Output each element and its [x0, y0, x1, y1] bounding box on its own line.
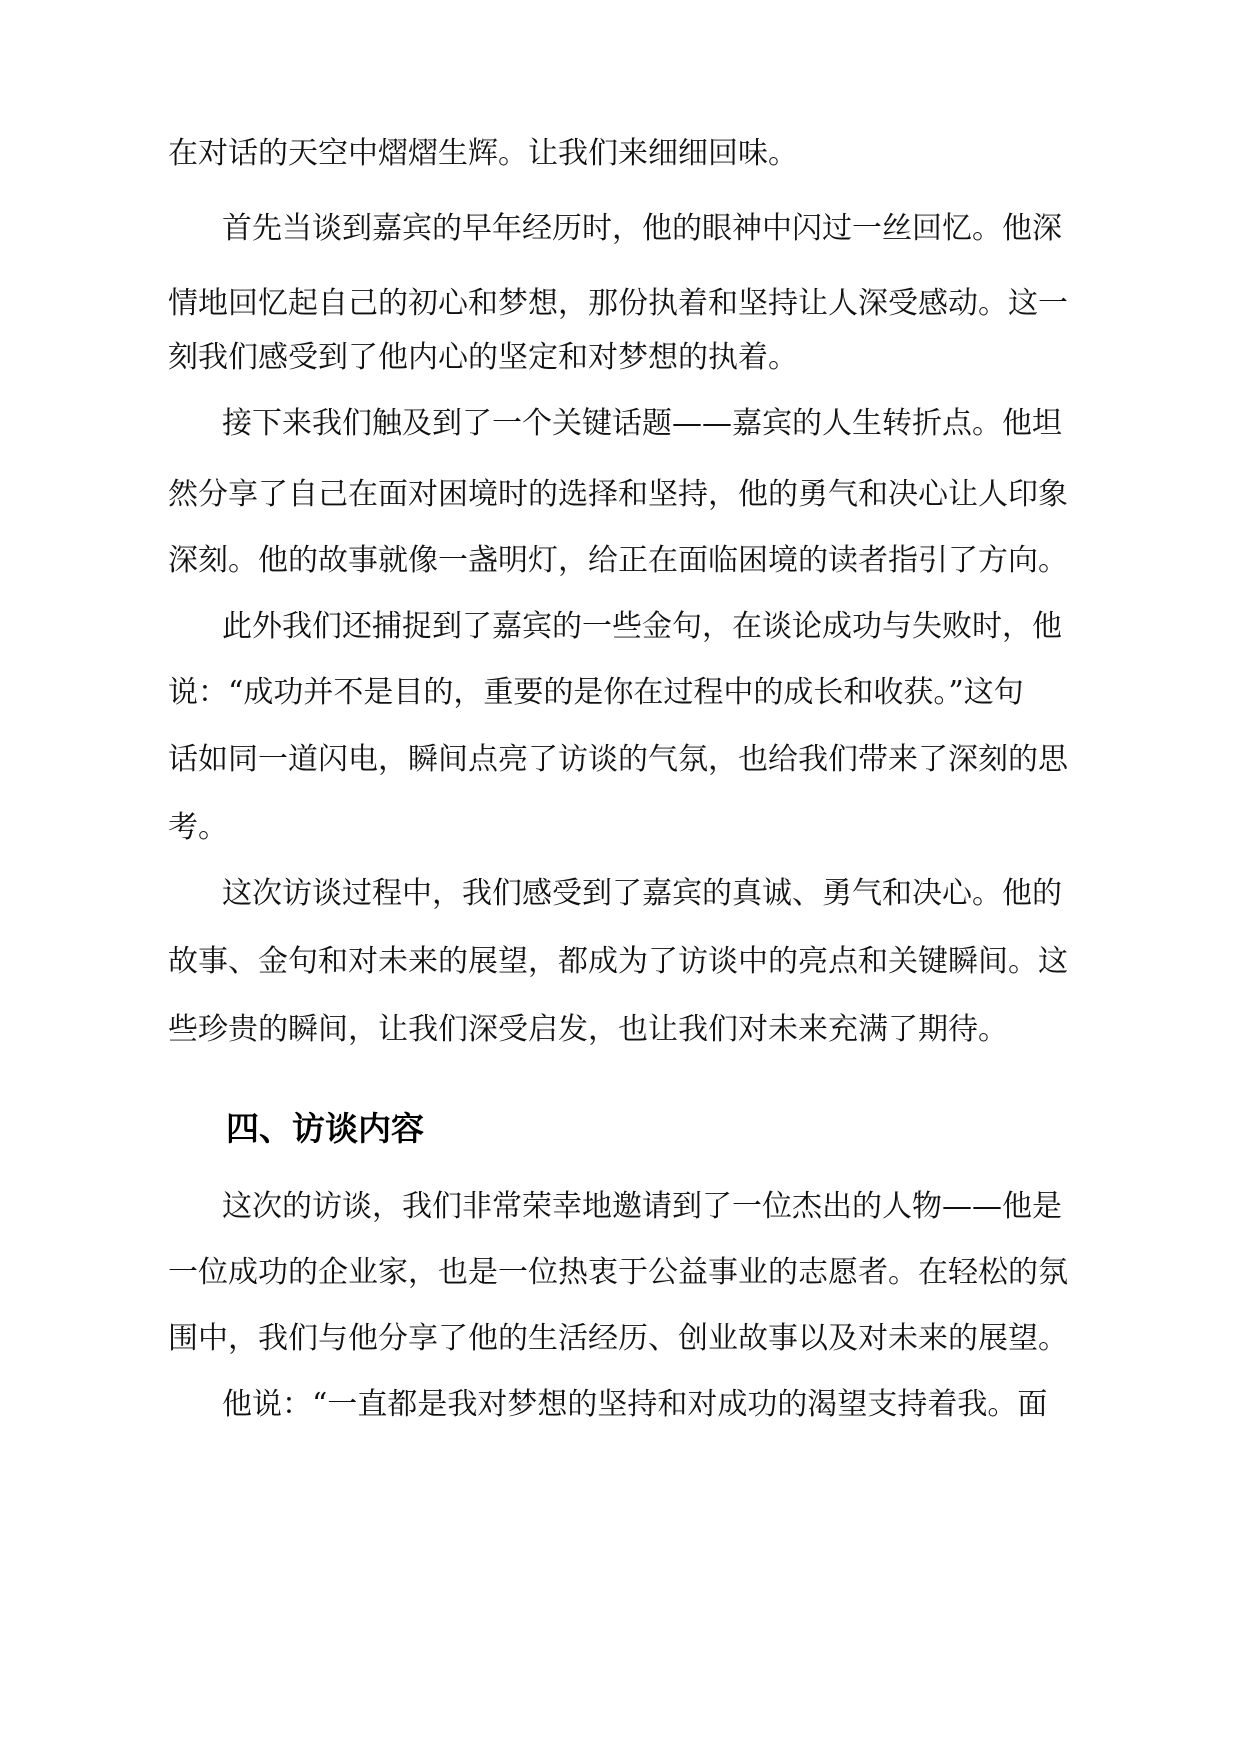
paragraph-line: 这次的访谈，我们非常荣幸地邀请到了一位杰出的人物——他是 — [222, 1189, 1062, 1224]
section-heading: 四、访谈内容 — [226, 1109, 424, 1148]
paragraph-line: 接下来我们触及到了一个关键话题——嘉宾的人生转折点。他坦 — [222, 406, 1062, 441]
paragraph-line: 说：“成功并不是目的，重要的是你在过程中的成长和收获。”这句 — [168, 675, 1024, 710]
paragraph-line: 然分享了自己在面对困境时的选择和坚持，他的勇气和决心让人印象 — [168, 477, 1068, 512]
paragraph-line: 首先当谈到嘉宾的早年经历时，他的眼神中闪过一丝回忆。他深 — [222, 211, 1062, 246]
paragraph-line: 些珍贵的瞬间，让我们深受启发，也让我们对未来充满了期待。 — [168, 1012, 1008, 1047]
paragraph-line: 他说：“一直都是我对梦想的坚持和对成功的渴望支持着我。面 — [222, 1387, 1048, 1422]
paragraph-line: 情地回忆起自己的初心和梦想，那份执着和坚持让人深受感动。这一 — [168, 286, 1068, 321]
paragraph-line: 一位成功的企业家，也是一位热衷于公益事业的志愿者。在轻松的氛 — [168, 1255, 1068, 1290]
paragraph-line: 这次访谈过程中，我们感受到了嘉宾的真诚、勇气和决心。他的 — [222, 876, 1062, 911]
paragraph-line: 考。 — [168, 810, 228, 845]
paragraph-line: 此外我们还捕捉到了嘉宾的一些金句，在谈论成功与失败时，他 — [222, 609, 1062, 644]
paragraph-line: 深刻。他的故事就像一盏明灯，给正在面临困境的读者指引了方向。 — [168, 543, 1068, 578]
paragraph-line: 刻我们感受到了他内心的坚定和对梦想的执着。 — [168, 340, 798, 375]
paragraph-line: 围中，我们与他分享了他的生活经历、创业故事以及对未来的展望。 — [168, 1321, 1068, 1356]
paragraph-line: 在对话的天空中熠熠生辉。让我们来细细回味。 — [168, 136, 798, 171]
paragraph-line: 话如同一道闪电，瞬间点亮了访谈的气氛，也给我们带来了深刻的思 — [168, 742, 1068, 777]
paragraph-line: 故事、金句和对未来的展望，都成为了访谈中的亮点和关键瞬间。这 — [168, 944, 1068, 979]
